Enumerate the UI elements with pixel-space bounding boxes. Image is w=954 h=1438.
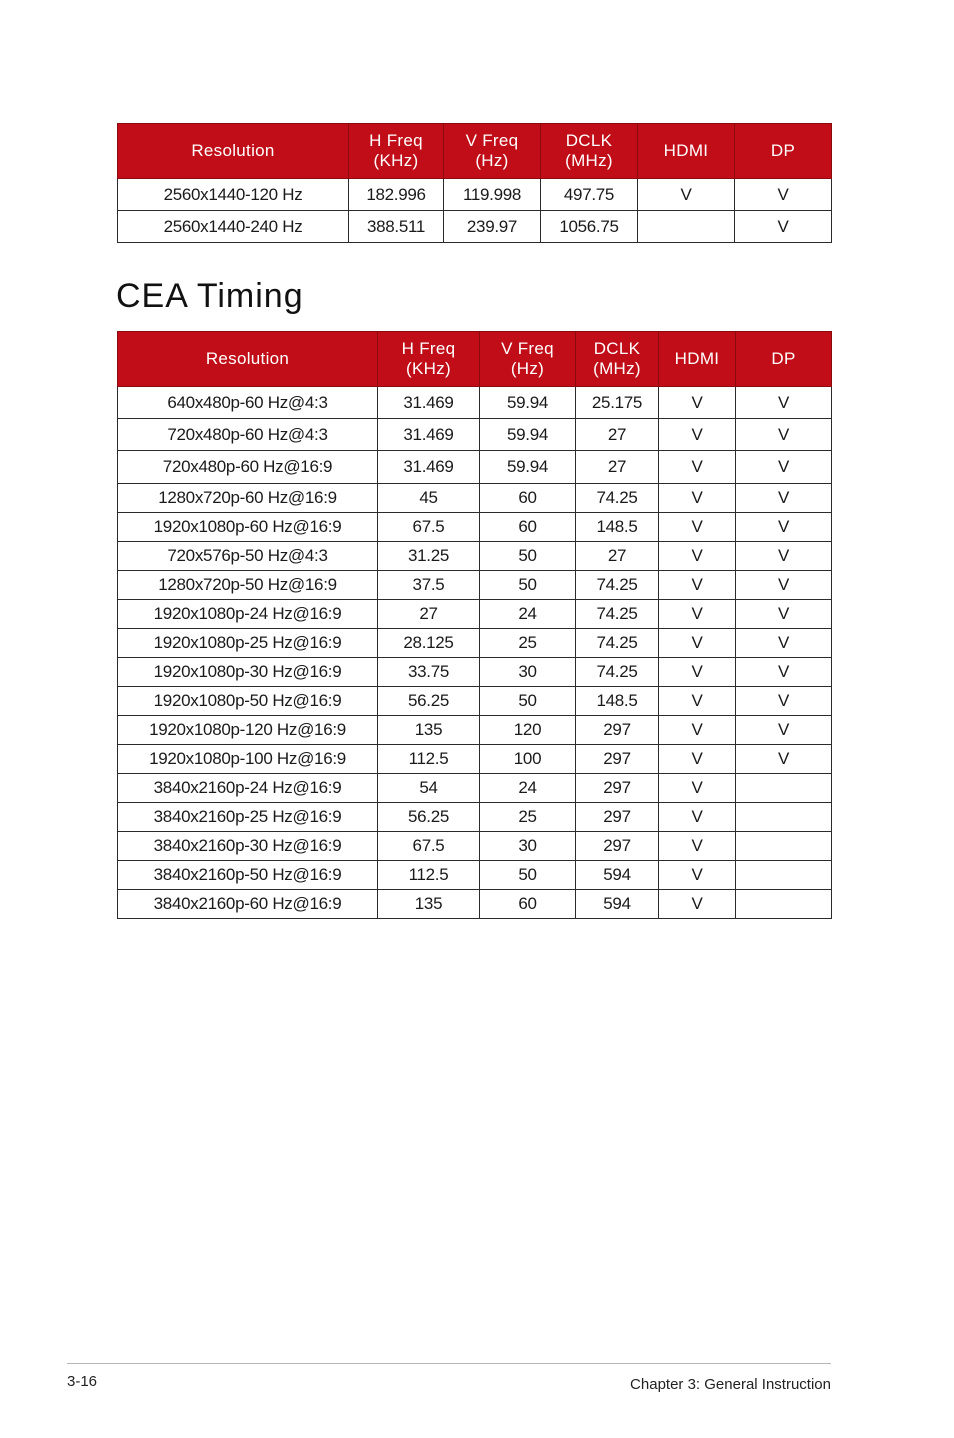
cell-vfreq: 239.97	[444, 211, 541, 243]
table-row	[118, 211, 832, 243]
cell-dp: V	[736, 629, 832, 658]
cell-dp: V	[735, 179, 832, 211]
cell-hfreq: 31.25	[378, 542, 480, 571]
col-header-hfreq: H Freq (KHz)	[378, 332, 480, 387]
cell-dp: V	[736, 513, 832, 542]
cell-hfreq: 135	[378, 890, 480, 919]
cell-hdmi: V	[659, 571, 736, 600]
cell-hfreq: 27	[378, 600, 480, 629]
cell-hdmi: V	[659, 687, 736, 716]
timing-table-1	[117, 123, 832, 243]
cell-dclk: 297	[576, 832, 659, 861]
cell-dp: V	[736, 571, 832, 600]
cell-dclk: 297	[576, 803, 659, 832]
cell-vfreq: 60	[480, 513, 576, 542]
cell-resolution: 720x480p-60 Hz@4:3	[118, 419, 378, 451]
table-row	[118, 658, 832, 687]
cell-hfreq: 388.511	[349, 211, 444, 243]
table-row	[118, 600, 832, 629]
cell-resolution: 1920x1080p-24 Hz@16:9	[118, 600, 378, 629]
cell-resolution: 640x480p-60 Hz@4:3	[118, 387, 378, 419]
cell-dclk: 27	[576, 419, 659, 451]
cell-hfreq: 54	[378, 774, 480, 803]
cell-hdmi: V	[659, 513, 736, 542]
cell-dclk: 297	[576, 774, 659, 803]
cell-resolution: 1920x1080p-25 Hz@16:9	[118, 629, 378, 658]
cell-hfreq: 112.5	[378, 745, 480, 774]
cell-resolution: 1280x720p-50 Hz@16:9	[118, 571, 378, 600]
cell-hfreq: 112.5	[378, 861, 480, 890]
cell-dclk: 74.25	[576, 600, 659, 629]
cell-vfreq: 60	[480, 890, 576, 919]
cell-vfreq: 59.94	[480, 387, 576, 419]
footer-divider	[67, 1363, 831, 1364]
table-row	[118, 629, 832, 658]
cell-resolution: 720x576p-50 Hz@4:3	[118, 542, 378, 571]
cell-vfreq: 25	[480, 629, 576, 658]
col-header-dp: DP	[736, 332, 832, 387]
cell-hdmi: V	[659, 600, 736, 629]
cell-resolution: 1920x1080p-100 Hz@16:9	[118, 745, 378, 774]
cell-hdmi: V	[659, 745, 736, 774]
table-row	[118, 179, 832, 211]
cell-dp	[736, 890, 832, 919]
col-header-hfreq: H Freq (KHz)	[349, 124, 444, 179]
cell-vfreq: 50	[480, 571, 576, 600]
cell-hfreq: 45	[378, 484, 480, 513]
table-row	[118, 419, 832, 451]
cell-vfreq: 59.94	[480, 451, 576, 484]
table-row	[118, 687, 832, 716]
cell-hfreq: 135	[378, 716, 480, 745]
cell-dclk: 74.25	[576, 571, 659, 600]
cea-timing-table	[117, 331, 832, 919]
cell-hdmi: V	[659, 419, 736, 451]
cell-hdmi: V	[659, 716, 736, 745]
table-row	[118, 716, 832, 745]
table-row	[118, 745, 832, 774]
cell-vfreq: 24	[480, 774, 576, 803]
cell-dp: V	[736, 484, 832, 513]
cell-hfreq: 182.996	[349, 179, 444, 211]
cell-resolution: 1920x1080p-50 Hz@16:9	[118, 687, 378, 716]
table-row	[118, 451, 832, 484]
cell-dp	[736, 861, 832, 890]
section-title: CEA Timing	[116, 277, 304, 315]
table-row	[118, 542, 832, 571]
cell-resolution: 1920x1080p-60 Hz@16:9	[118, 513, 378, 542]
cell-dp: V	[736, 600, 832, 629]
table-row	[118, 484, 832, 513]
cell-dclk: 25.175	[576, 387, 659, 419]
cell-vfreq: 120	[480, 716, 576, 745]
cell-dclk: 497.75	[541, 179, 638, 211]
cell-hdmi: V	[659, 774, 736, 803]
cell-hdmi	[638, 211, 735, 243]
page-number: 3-16	[67, 1373, 98, 1390]
col-header-dclk: DCLK (MHz)	[576, 332, 659, 387]
cell-dclk: 74.25	[576, 484, 659, 513]
table-header-row	[118, 332, 832, 387]
cell-resolution: 3840x2160p-24 Hz@16:9	[118, 774, 378, 803]
cell-dp: V	[736, 687, 832, 716]
cell-dp: V	[735, 211, 832, 243]
cell-vfreq: 59.94	[480, 419, 576, 451]
cell-dclk: 27	[576, 542, 659, 571]
cell-dp	[736, 774, 832, 803]
cell-hfreq: 31.469	[378, 419, 480, 451]
cell-hdmi: V	[659, 484, 736, 513]
col-header-hdmi: HDMI	[659, 332, 736, 387]
table-row	[118, 890, 832, 919]
cell-resolution: 3840x2160p-50 Hz@16:9	[118, 861, 378, 890]
cell-resolution: 3840x2160p-30 Hz@16:9	[118, 832, 378, 861]
cell-dclk: 74.25	[576, 629, 659, 658]
table-row	[118, 513, 832, 542]
cell-hfreq: 56.25	[378, 687, 480, 716]
table-row	[118, 571, 832, 600]
cell-hdmi: V	[659, 451, 736, 484]
table-row	[118, 774, 832, 803]
cell-hfreq: 56.25	[378, 803, 480, 832]
cell-dp	[736, 803, 832, 832]
cell-resolution: 3840x2160p-25 Hz@16:9	[118, 803, 378, 832]
cell-resolution: 1920x1080p-120 Hz@16:9	[118, 716, 378, 745]
table-row	[118, 387, 832, 419]
col-header-dclk: DCLK (MHz)	[541, 124, 638, 179]
cell-dp: V	[736, 419, 832, 451]
cell-dp	[736, 832, 832, 861]
cell-dclk: 148.5	[576, 513, 659, 542]
table-header-row	[118, 124, 832, 179]
table-row	[118, 803, 832, 832]
cell-dclk: 74.25	[576, 658, 659, 687]
cell-hdmi: V	[659, 658, 736, 687]
cell-dp: V	[736, 387, 832, 419]
cell-hfreq: 28.125	[378, 629, 480, 658]
col-header-dp: DP	[735, 124, 832, 179]
cell-dclk: 297	[576, 716, 659, 745]
cell-hfreq: 67.5	[378, 832, 480, 861]
cell-vfreq: 30	[480, 658, 576, 687]
table-row	[118, 861, 832, 890]
cell-dclk: 594	[576, 861, 659, 890]
cell-dp: V	[736, 658, 832, 687]
cell-hdmi: V	[659, 629, 736, 658]
cell-vfreq: 50	[480, 687, 576, 716]
cell-dclk: 594	[576, 890, 659, 919]
cell-resolution: 720x480p-60 Hz@16:9	[118, 451, 378, 484]
cell-resolution: 3840x2160p-60 Hz@16:9	[118, 890, 378, 919]
cell-dclk: 148.5	[576, 687, 659, 716]
cell-hdmi: V	[638, 179, 735, 211]
cell-hdmi: V	[659, 542, 736, 571]
cell-dp: V	[736, 451, 832, 484]
cell-hfreq: 37.5	[378, 571, 480, 600]
table-row	[118, 832, 832, 861]
cell-hfreq: 67.5	[378, 513, 480, 542]
cell-resolution: 1280x720p-60 Hz@16:9	[118, 484, 378, 513]
cell-vfreq: 50	[480, 861, 576, 890]
cell-dp: V	[736, 716, 832, 745]
cell-hdmi: V	[659, 803, 736, 832]
cell-vfreq: 100	[480, 745, 576, 774]
cell-resolution: 2560x1440-240 Hz	[118, 211, 349, 243]
cell-hdmi: V	[659, 832, 736, 861]
cell-hfreq: 31.469	[378, 387, 480, 419]
cell-vfreq: 30	[480, 832, 576, 861]
cell-dclk: 1056.75	[541, 211, 638, 243]
cell-vfreq: 119.998	[444, 179, 541, 211]
cell-hfreq: 33.75	[378, 658, 480, 687]
cell-hfreq: 31.469	[378, 451, 480, 484]
cell-vfreq: 50	[480, 542, 576, 571]
cell-vfreq: 24	[480, 600, 576, 629]
cell-hdmi: V	[659, 387, 736, 419]
cell-dp: V	[736, 745, 832, 774]
col-header-vfreq: V Freq (Hz)	[480, 332, 576, 387]
cell-hdmi: V	[659, 861, 736, 890]
cell-vfreq: 60	[480, 484, 576, 513]
col-header-vfreq: V Freq (Hz)	[444, 124, 541, 179]
col-header-resolution: Resolution	[118, 332, 378, 387]
cell-hdmi: V	[659, 890, 736, 919]
col-header-hdmi: HDMI	[638, 124, 735, 179]
cell-dclk: 297	[576, 745, 659, 774]
cell-resolution: 2560x1440-120 Hz	[118, 179, 349, 211]
cell-resolution: 1920x1080p-30 Hz@16:9	[118, 658, 378, 687]
col-header-resolution: Resolution	[118, 124, 349, 179]
cell-vfreq: 25	[480, 803, 576, 832]
cell-dclk: 27	[576, 451, 659, 484]
chapter-title: Chapter 3: General Instruction	[630, 1376, 831, 1393]
cell-dp: V	[736, 542, 832, 571]
